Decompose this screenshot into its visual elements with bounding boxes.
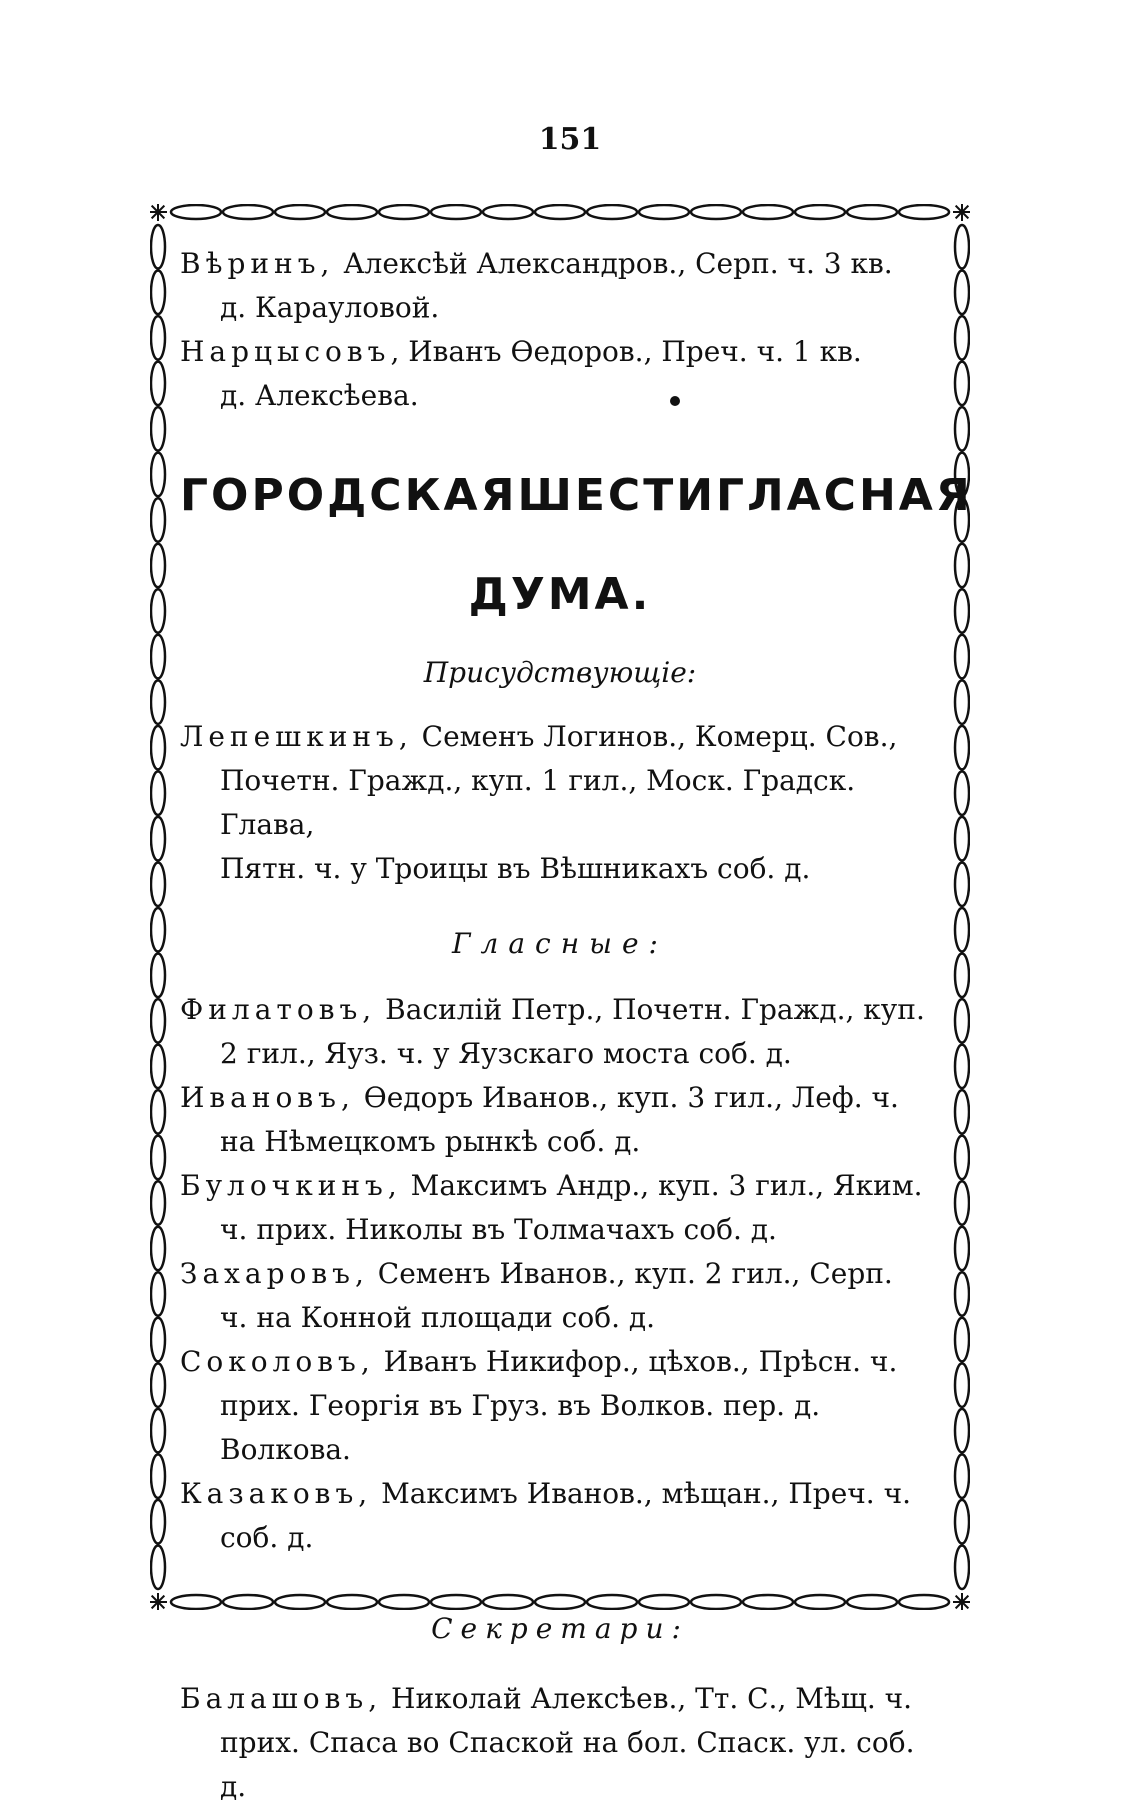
entry-continuation: прих. Спаса во Спаской на бол. Спаск. ул. соб. д.: [220, 1726, 915, 1803]
entry-details: , Иванъ Ѳедоров., Преч. ч. 1 кв.: [390, 335, 862, 368]
vowels-label: Гласные:: [452, 927, 668, 960]
entry-continuation: д. Алексѣева.: [220, 379, 419, 412]
section-heading-line-1: [180, 470, 973, 521]
entry-continuation: на Нѣмецкомъ рынкѣ соб. д.: [220, 1125, 641, 1158]
entry-details: Николай Алексѣев., Тт. С., Мѣщ. ч.: [382, 1682, 913, 1715]
top-entry-2: [180, 330, 940, 418]
entry-continuation-1: Почетн. Гражд., куп. 1 гил., Моск. Градск. Глава,: [220, 764, 856, 841]
page-content: [180, 242, 973, 1809]
entry-surname: Булочкинъ,: [180, 1169, 402, 1202]
entry-surname: Балашовъ,: [180, 1682, 383, 1715]
vowel-entry: [180, 1164, 940, 1252]
vowel-entry: [180, 1252, 940, 1340]
present-entry: [180, 715, 940, 891]
vowel-entry: [180, 988, 940, 1076]
entry-details: Иванъ Никифор., цѣхов., Прѣсн. ч.: [374, 1345, 898, 1378]
entry-surname: Соколовъ,: [180, 1345, 375, 1378]
entry-surname: Казаковъ,: [180, 1477, 373, 1510]
entry-continuation: д. Карауловой.: [220, 291, 440, 324]
top-entry-1: [180, 242, 940, 330]
entry-continuation: прих. Георгія въ Груз. въ Волков. пер. д. Волкова.: [220, 1389, 821, 1466]
entry-details: Василій Петр., Почетн. Гражд., куп.: [376, 993, 925, 1026]
entry-surname: Ивановъ,: [180, 1081, 355, 1114]
entry-surname: Нарцысовъ: [180, 335, 391, 368]
secretary-entry: [180, 1677, 940, 1809]
entry-continuation: 2 гил., Яуз. ч. у Яузскаго моста соб. д.: [220, 1037, 792, 1070]
entry-surname: Захаровъ,: [180, 1257, 369, 1290]
entry-surname: Вѣринъ,: [180, 247, 335, 280]
heading-word-duma: ДУМА.: [468, 569, 652, 620]
entry-details: Семенъ Иванов., куп. 2 гил., Серп.: [368, 1257, 893, 1290]
entry-details: Алексѣй Александров., Серп. ч. 3 кв.: [334, 247, 893, 280]
present-label: Присудствующіе:: [423, 656, 697, 689]
entry-continuation: соб. д.: [220, 1521, 314, 1554]
entry-continuation-2: Пятн. ч. у Троицы въ Вѣшникахъ соб. д.: [220, 852, 811, 885]
entry-details: Максимъ Иванов., мѣщан., Преч. ч.: [372, 1477, 912, 1510]
entry-details: Максимъ Андр., куп. 3 гил., Яким.: [401, 1169, 923, 1202]
entry-surname: Лепешкинъ,: [180, 720, 413, 753]
entry-surname: Филатовъ,: [180, 993, 377, 1026]
entry-details: Ѳедоръ Иванов., куп. 3 гил., Леф. ч.: [354, 1081, 899, 1114]
entry-continuation: ч. прих. Николы въ Толмачахъ соб. д.: [220, 1213, 777, 1246]
entry-continuation: ч. на Конной площади соб. д.: [220, 1301, 656, 1334]
entry-details: Семенъ Логинов., Комерц. Сов.,: [412, 720, 898, 753]
heading-word-six-vowel: ШЕСТИГЛАСНАЯ: [517, 470, 973, 521]
vowel-entry: [180, 1472, 940, 1560]
vowel-entry: [180, 1076, 940, 1164]
vowels-list: [180, 988, 940, 1560]
vowel-entry: [180, 1340, 940, 1472]
secretaries-label: Секретари:: [431, 1612, 689, 1645]
section-heading-line-2: [180, 569, 940, 620]
heading-word-city: ГОРОДСКАЯ: [180, 470, 518, 521]
page-number: 151: [538, 122, 602, 157]
